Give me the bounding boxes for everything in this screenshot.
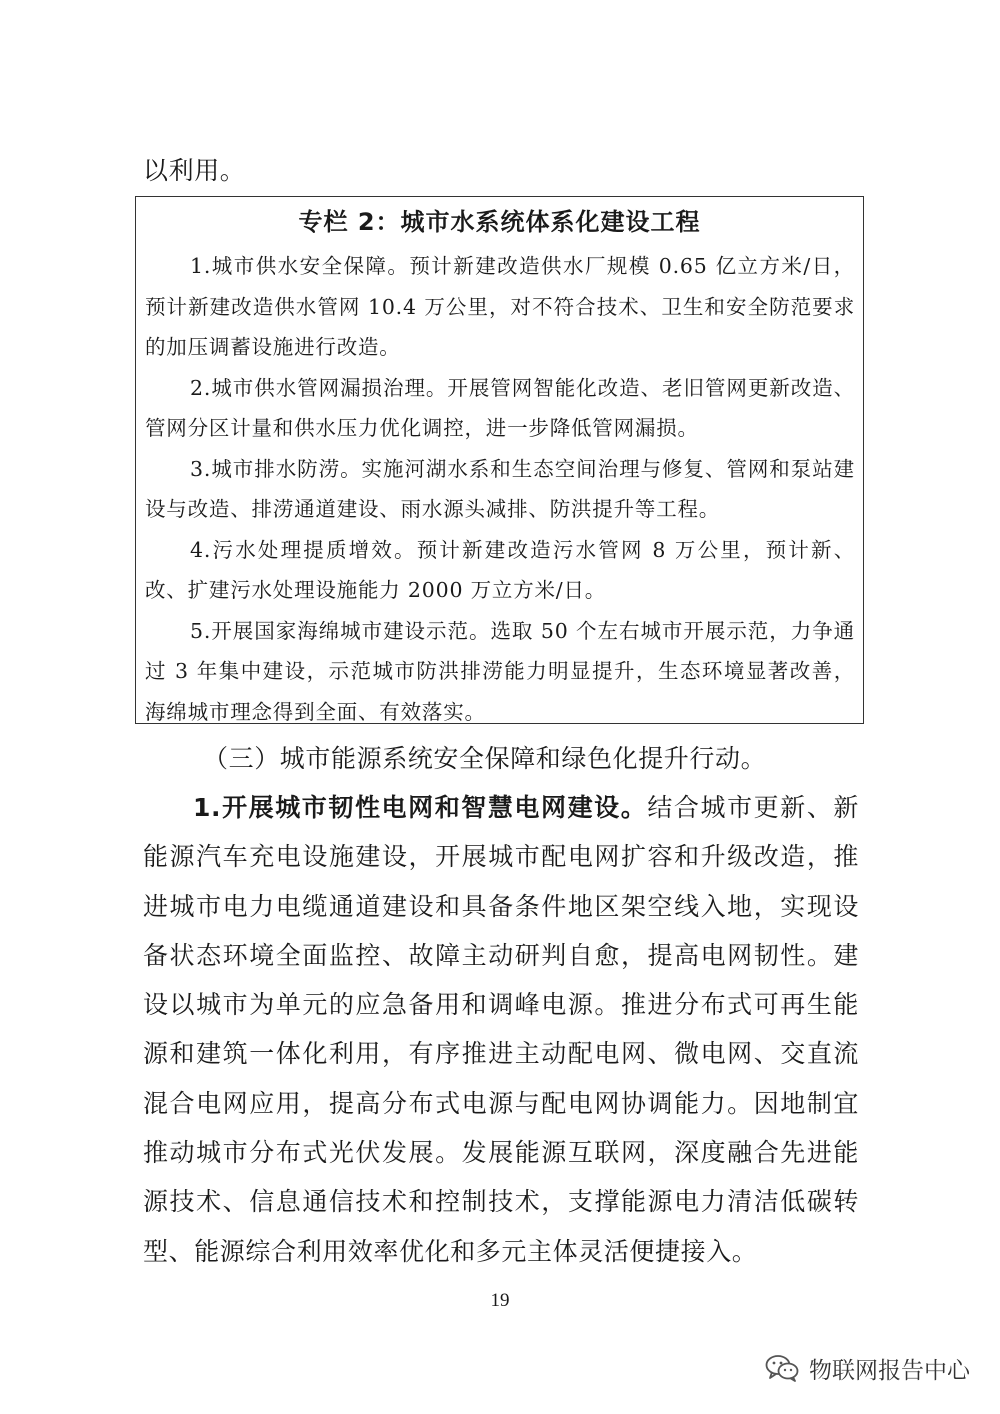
- body-bold-lead: 1.开展城市韧性电网和智慧电网建设。: [193, 793, 648, 822]
- page-number: 19: [490, 1290, 510, 1311]
- body-paragraph: [143, 783, 859, 1276]
- wechat-icon: [765, 1354, 799, 1382]
- column-item-5: 5.开展国家海绵城市建设示范。选取 50 个左右城市开展示范，力争通过 3 年集中建设，示范城市防洪排涝能力明显提升，生态环境显著改善，海绵城市理念得到全面、有效落实。: [145, 618, 855, 724]
- column-item-2: 2.城市供水管网漏损治理。开展管网智能化改造、老旧管网更新改造、管网分区计量和供水压力优化调控，进一步降低管网漏损。: [145, 375, 855, 440]
- section-heading: （三）城市能源系统安全保障和绿色化提升行动。: [203, 744, 767, 773]
- column-box-title: 专栏 2：城市水系统体系化建设工程: [298, 208, 701, 236]
- watermark: [765, 1348, 970, 1388]
- column-item-1: 1.城市供水安全保障。预计新建改造供水厂规模 0.65 亿立方米/日，预计新建改造供水管网 10.4 万公里，对不符合技术、卫生和安全防范要求的加压调蓄设施进行改造。: [145, 254, 855, 359]
- body-text: 结合城市更新、新能源汽车充电设施建设，开展城市配电网扩容和升级改造，推进城市电力电缆通道建设和具备条件地区架空线入地，实现设备状态环境全面监控、故障主动研判自愈，提高电网韧性。建设以城市为单元的应急备用和调峰电源。推进分布式可再生能源和建筑一体化利用，有序推进主动配电网、微电网、交直流混合电网应用，提高分布式电源与配电网协调能力。因地制宜推动城市分布式光伏发展。发展能源互联网，深度融合先进能源技术、信息通信技术和控制技术，支撑能源电力清洁低碳转型、能源综合利用效率优化和多元主体灵活便捷接入。: [143, 793, 859, 1266]
- column-item-4: 4.污水处理提质增效。预计新建改造污水管网 8 万公里，预计新、改、扩建污水处理设施能力 2000 万立方米/日。: [145, 537, 855, 602]
- lead-text: 以利用。: [143, 156, 246, 185]
- column-box-items: [145, 246, 855, 732]
- column-item-3: 3.城市排水防涝。实施河湖水系和生态空间治理与修复、管网和泵站建设与改造、排涝通道建设、雨水源头减排、防洪提升等工程。: [145, 456, 855, 521]
- column-box: [135, 196, 864, 724]
- watermark-label: 物联网报告中心: [809, 1357, 970, 1384]
